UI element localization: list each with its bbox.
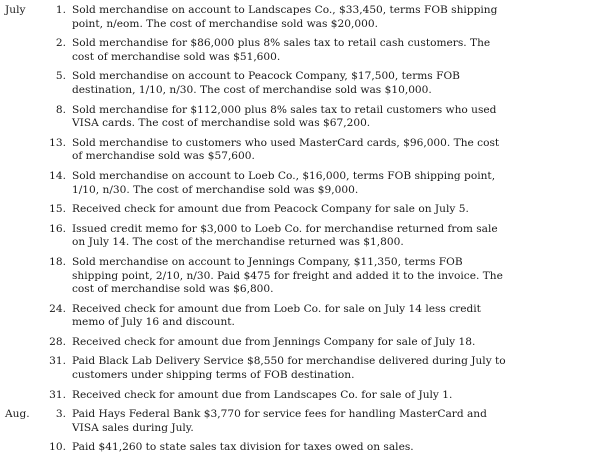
entry-text: Received check for amount due from Jennings Company for sale of July 18.: [72, 335, 476, 348]
list-item: [0, 104, 603, 131]
entry-text: Sold merchandise on account to Peacock Company, $17,500, terms FOB destination, 1/10, n/30. The cost of merchandise sold was $10,000.: [72, 70, 460, 96]
entry-text: Sold merchandise on account to Loeb Co., $16,000, terms FOB shipping point, 1/10, n/30. The cost of merchandise sold was $9,000.: [72, 169, 496, 196]
list-item: [0, 137, 603, 164]
entry-text: Sold merchandise for $86,000 plus 8% sales tax to retail cash customers. The cost of merchandise sold was $51,600.: [72, 37, 491, 63]
list-item: [0, 4, 603, 31]
entry-month: Aug.: [5, 408, 30, 421]
entry-text: Sold merchandise on account to Landscapes Co., $33,450, terms FOB shipping point, n/eom. The cost of merchandise sold was $20,000.: [72, 4, 498, 30]
list-item: [0, 170, 603, 197]
entry-day: 18.: [49, 255, 66, 268]
list-item: [0, 303, 603, 330]
entry-day: 28.: [49, 335, 66, 348]
entry-day: 24.: [49, 302, 66, 315]
entry-day: 3.: [55, 408, 66, 421]
entry-text: Received check for amount due from Loeb Co. for sale on July 14 less credit memo of July 16 and discount.: [72, 302, 481, 329]
entry-text: Sold merchandise to customers who used MasterCard cards, $96,000. The cost of merchandise sold was $57,600.: [72, 136, 500, 163]
list-item: [0, 203, 603, 217]
list-item: [0, 70, 603, 97]
entry-day: 10.: [49, 441, 66, 454]
entry-text: Sold merchandise on account to Jennings Company, $11,350, terms FOB shipping point, 2/10, n/30. Paid $475 for freight and added it to the invoice. The cost of merchandise sold was $6,800.: [72, 255, 503, 296]
list-item: [0, 408, 603, 435]
entry-text: Received check for amount due from Landscapes Co. for sale of July 1.: [72, 388, 453, 401]
entry-text: Sold merchandise for $112,000 plus 8% sales tax to retail customers who used VISA cards. The cost of merchandise sold was $67,200.: [72, 103, 497, 130]
entry-text: Paid $41,260 to state sales tax division for taxes owed on sales.: [72, 441, 414, 454]
list-item: [0, 336, 603, 350]
entry-day: 16.: [49, 222, 66, 235]
entry-day: 15.: [49, 203, 66, 216]
entry-day: 2.: [55, 37, 66, 50]
list-item: [0, 223, 603, 250]
entry-text: Paid Hays Federal Bank $3,770 for service fees for handling MasterCard and VISA sales during July.: [72, 408, 487, 434]
entry-month: July: [5, 4, 26, 16]
entry-day: 8.: [55, 103, 66, 116]
entry-text: Received check for amount due from Peacock Company for sale on July 5.: [72, 203, 469, 216]
entry-day: 5.: [55, 70, 66, 83]
list-item: [0, 256, 603, 297]
entry-text: Issued credit memo for $3,000 to Loeb Co. for merchandise returned from sale on July 14. The cost of the merchandise returned was $1,800.: [72, 222, 498, 249]
entry-day: 13.: [49, 136, 66, 149]
entry-day: 1.: [55, 4, 66, 16]
list-item: [0, 37, 603, 64]
entry-day: 31.: [49, 355, 66, 368]
list-item: [0, 441, 603, 455]
entry-day: 31.: [49, 388, 66, 401]
entry-text: Paid Black Lab Delivery Service $8,550 for merchandise delivered during July to customers under shipping terms of FOB destination.: [72, 355, 506, 382]
entry-day: 14.: [49, 169, 66, 182]
list-item: [0, 389, 603, 403]
list-item: [0, 355, 603, 382]
